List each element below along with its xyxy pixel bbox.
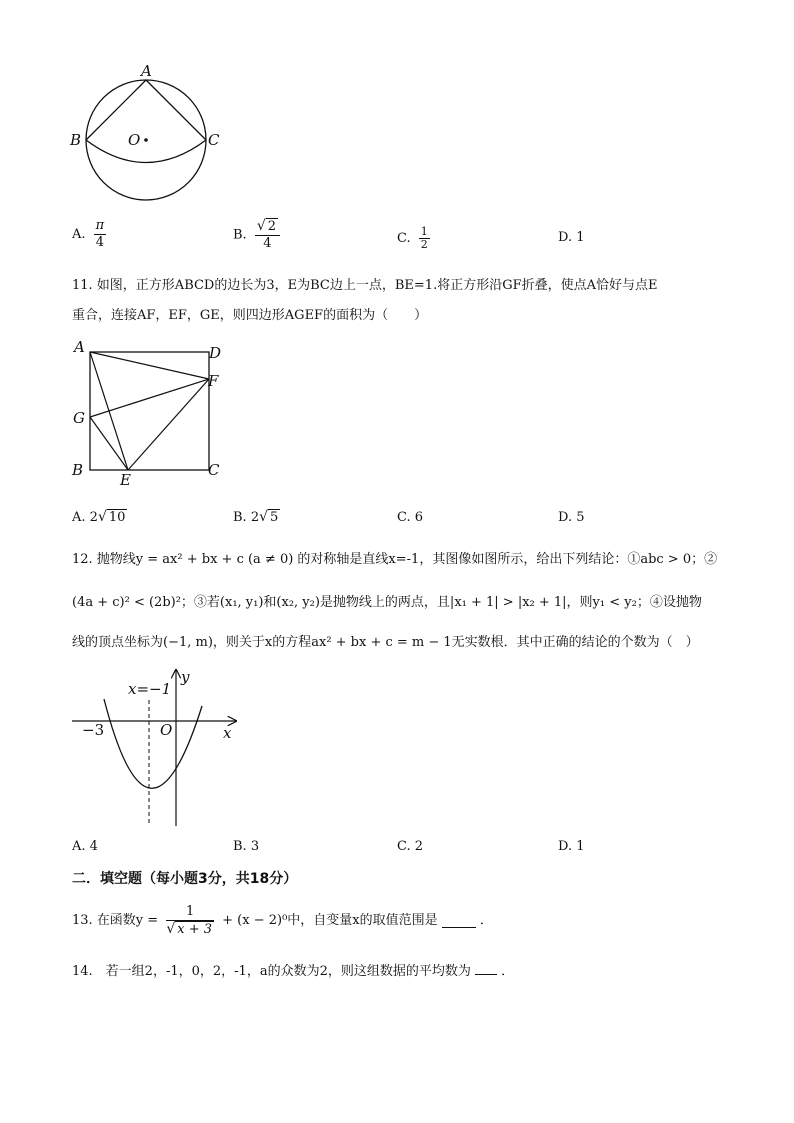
answer-blank[interactable]: [442, 915, 476, 928]
option-label: A. 2: [72, 510, 98, 525]
label-A: A: [74, 338, 85, 356]
label-B: B: [70, 131, 82, 149]
label-x: x: [223, 724, 232, 742]
q14-text: 14. 若一组2，-1，0，2，-1，a的众数为2，则这组数据的平均数为: [72, 964, 471, 979]
label-O: O: [128, 131, 141, 149]
sqrt-value: 2: [267, 219, 277, 234]
sqrt-value: x + 3: [177, 922, 213, 937]
q11-option-a[interactable]: A. 2√ 10: [72, 509, 126, 525]
sqrt-value: 5: [270, 510, 279, 525]
label-y: y: [181, 668, 190, 686]
square-figure: [66, 336, 236, 488]
label-F: F: [208, 372, 219, 390]
q12-line3: 线的顶点坐标为(−1, m)，则关于x的方程ax² + bx + c = m − 1无实数根．其中正确的结论的个数为（ ）: [72, 635, 699, 650]
q12-option-a[interactable]: A. 4: [72, 839, 98, 854]
q11-option-b[interactable]: B. 2√ 5: [233, 509, 279, 525]
q10-option-c[interactable]: [397, 226, 434, 251]
circle-figure: [66, 60, 226, 210]
q11-option-c[interactable]: C. 6: [397, 510, 424, 525]
frac-num: 1: [166, 904, 214, 921]
option-label: C.: [397, 231, 411, 246]
q12-line1: 12. 抛物线y = ax² + bx + c (a ≠ 0) 的对称轴是直线x=-1，其图像如图所示，给出下列结论：①abc > 0；②: [72, 552, 718, 567]
q10-option-a[interactable]: [72, 218, 110, 251]
q14-end: ．: [501, 964, 515, 979]
option-label: B. 2: [233, 510, 260, 525]
q14: [72, 962, 514, 982]
label-G: G: [73, 409, 85, 427]
q12-option-b[interactable]: B. 3: [233, 839, 260, 854]
label-A: A: [141, 62, 152, 80]
q12-line2: (4a + c)² < (2b)²；③若(x₁, y₁)和(x₂, y₂)是抛物线上的两点，且|x₁ + 1| > |x₂ + 1|，则y₁ < y₂；④设抛物: [72, 595, 702, 610]
label-C: C: [208, 461, 220, 479]
q13-prefix: 13. 在函数y =: [72, 913, 159, 928]
q10-option-b[interactable]: B. $\frac{√ 2}{4}$: [233, 218, 284, 252]
label-C: C: [208, 131, 220, 149]
frac-den: 4: [95, 235, 105, 250]
q13-suffix: + (x − 2)⁰中，自变量x的取值范围是: [222, 913, 438, 928]
label-minus3: −3: [82, 721, 105, 739]
q11-line1: 11. 如图，正方形ABCD的边长为3，E为BC边上一点，BE=1.将正方形沿GF折叠，使点A恰好与点E: [72, 278, 658, 293]
q10-option-d[interactable]: D. 1: [558, 230, 585, 245]
frac-num: 1: [420, 225, 428, 238]
parabola-figure: [66, 664, 246, 834]
q13: 13. 在函数y = $\frac{1}{√ x + 3}$ + (x − 2)⁰中，自变量x的取值范围是 ．: [72, 904, 493, 937]
q11-option-d[interactable]: D. 5: [558, 510, 585, 525]
option-label: B.: [233, 227, 247, 243]
frac-den: 2: [420, 238, 428, 251]
q11-line2: 重合，连接AF，EF，GE，则四边形AGEF的面积为（ ）: [72, 308, 428, 323]
label-E: E: [120, 471, 131, 488]
q12-option-d[interactable]: D. 1: [558, 839, 585, 854]
frac-num: π: [95, 218, 105, 233]
label-B: B: [72, 461, 84, 479]
q12-option-c[interactable]: C. 2: [397, 839, 424, 854]
label-O: O: [160, 721, 173, 739]
option-label: A.: [72, 227, 86, 242]
q13-end: ．: [479, 913, 493, 928]
section-heading: 二．填空题（每小题3分，共18分）: [72, 871, 298, 887]
frac-den: 4: [263, 236, 272, 251]
sqrt-value: 10: [108, 510, 126, 525]
label-D: D: [209, 344, 222, 362]
axis-label: x=−1: [128, 680, 172, 698]
answer-blank[interactable]: [475, 962, 497, 975]
